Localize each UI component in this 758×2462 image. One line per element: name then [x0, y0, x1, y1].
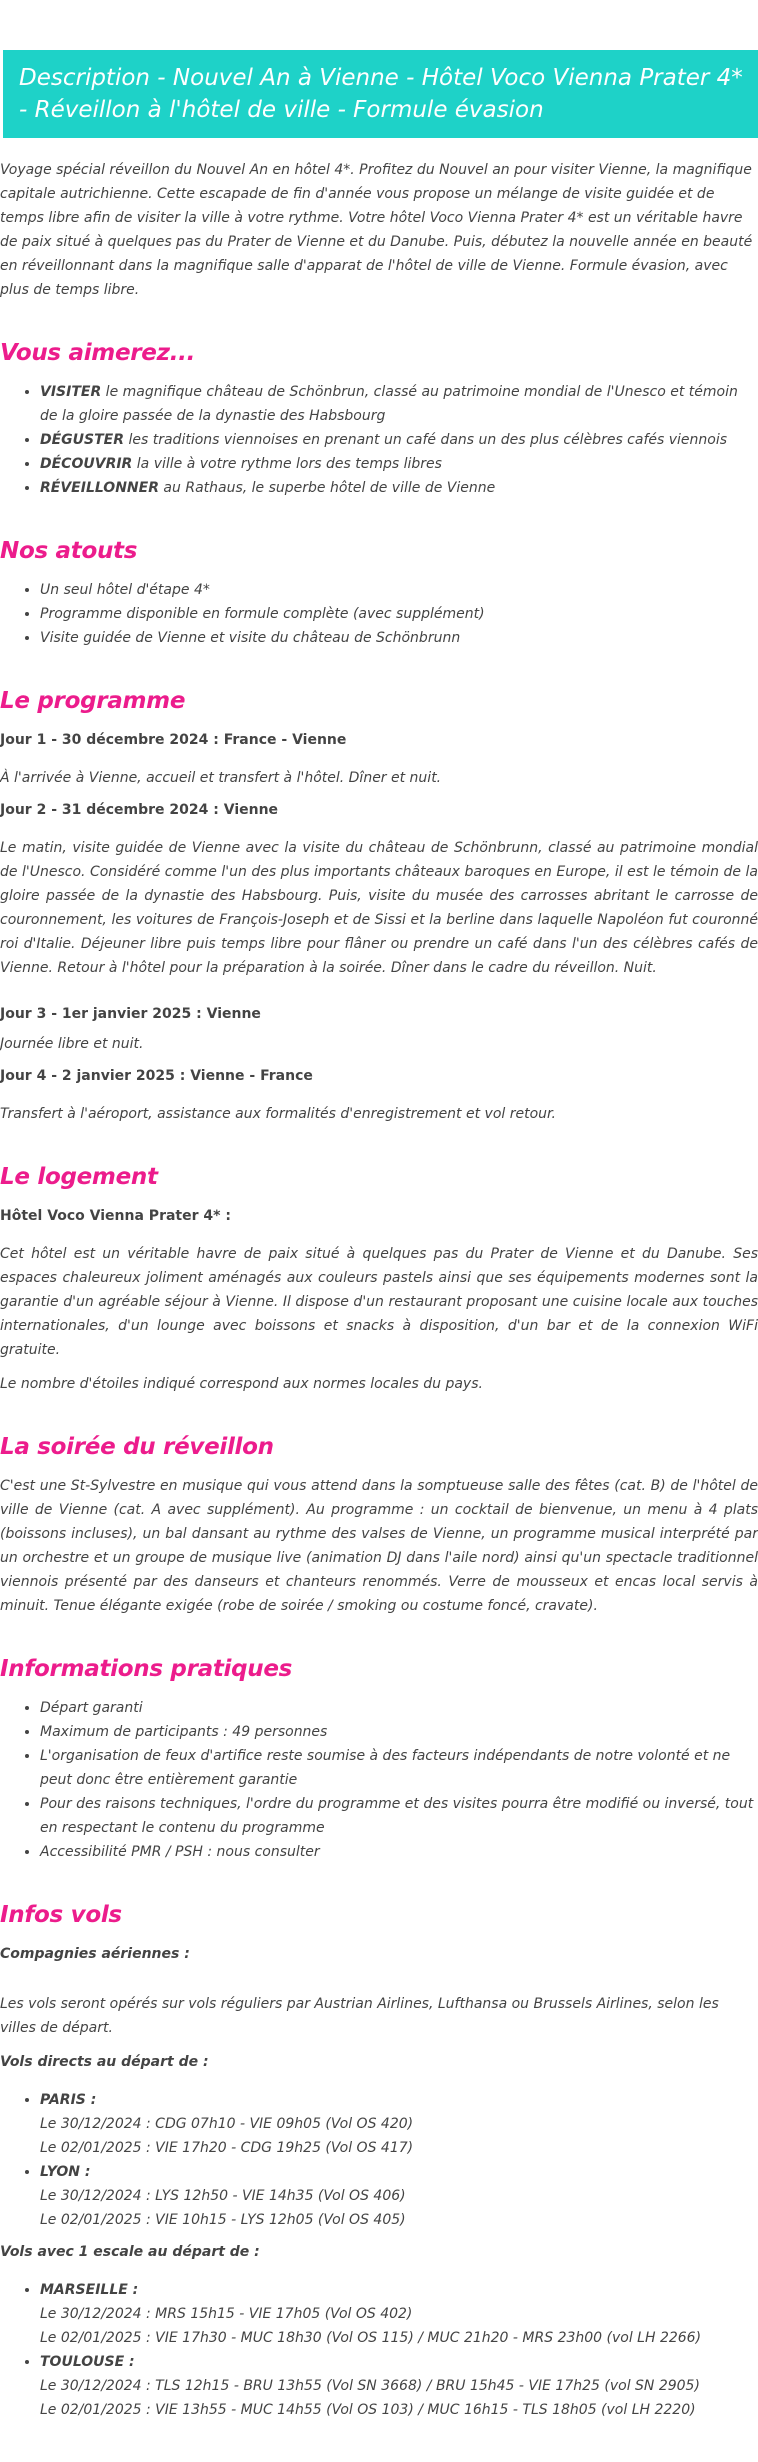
- title-banner: [0, 50, 758, 138]
- flight-city: LYON :: [40, 2164, 91, 2180]
- flight-city: TOULOUSE :: [40, 2354, 135, 2370]
- vols-directs-list: [0, 2088, 758, 2232]
- vols-escale-list: [0, 2278, 758, 2422]
- day-text: Le matin, visite guidée de Vienne avec la visite du château de Schönbrunn, classé au patrimoine mondial de l'Unesco. Considéré comme l'un des plus importants châteaux baroques en Europe, il est le témoin de la gloire passée de la dynastie des Habsbourg. Puis, visite du musée des carrosses abritant le carrosse de couronnement, les voitures de François-Joseph et de Sissi et la berline dans laquelle Napoléon fut couronné roi d'Italie. Déjeuner libre puis temps libre pour flâner ou prendre un café dans l'un des célèbres cafés de Vienne. Retour à l'hôtel pour la préparation à la soirée. Dîner dans le cadre du réveillon. Nuit.: [0, 840, 758, 976]
- flight-line: Le 02/01/2025 : VIE 13h55 - MUC 14h55 (Vol OS 103) / MUC 16h15 - TLS 18h05 (vol LH 2220): [40, 2402, 696, 2418]
- flight-line: Le 30/12/2024 : LYS 12h50 - VIE 14h35 (Vol OS 406): [40, 2188, 406, 2204]
- flight-city-item: [40, 2278, 758, 2350]
- hotel-name: Hôtel Voco Vienna Prater 4* :: [0, 1208, 231, 1224]
- list-item: • L'organisation de feux d'artifice reste soumise à des facteurs indépendants de notre volonté et ne peut donc être entièrement garantie: [40, 1744, 758, 1792]
- flight-line: Le 30/12/2024 : CDG 07h10 - VIE 09h05 (Vol OS 420): [40, 2116, 414, 2132]
- list-item-keyword: RÉVEILLONNER: [40, 480, 159, 496]
- list-item: • Départ garanti: [40, 1696, 758, 1720]
- list-item: [40, 476, 758, 500]
- list-item: [40, 380, 758, 428]
- infos-pratiques-list: [0, 1696, 758, 1864]
- section-heading-atouts: Nos atouts: [0, 538, 138, 564]
- section-heading-reveillon: La soirée du réveillon: [0, 1434, 274, 1460]
- vous-aimerez-list: [0, 380, 758, 500]
- intro-paragraph: Voyage spécial réveillon du Nouvel An en hôtel 4*. Profitez du Nouvel an pour visiter Vienne, la magnifique capitale autrichienne. Cette escapade de fin d'année vous propose un mélange de visite guidée et de temps libre afin de visiter la ville à votre rythme. Votre hôtel Voco Vienna Prater 4* est un véritable havre de paix situé à quelques pas du Prater de Vienne et du Danube. Puis, débutez la nouvelle année en beauté en réveillonnant dans la magnifique salle d'apparat de l'hôtel de ville de Vienne. Formule évasion, avec plus de temps libre.: [0, 162, 753, 298]
- list-item: [40, 428, 758, 452]
- compagnies-label: Compagnies aériennes :: [0, 1946, 190, 1962]
- flight-line: Le 30/12/2024 : TLS 12h15 - BRU 13h55 (Vol SN 3668) / BRU 15h45 - VIE 17h25 (vol SN 2905): [40, 2378, 700, 2394]
- list-item: • Visite guidée de Vienne et visite du château de Schönbrunn: [40, 626, 758, 650]
- escale-label: Vols avec 1 escale au départ de :: [0, 2244, 260, 2260]
- section-heading-infos-pratiques: Informations pratiques: [0, 1656, 293, 1682]
- reveillon-description: C'est une St-Sylvestre en musique qui vous attend dans la somptueuse salle des fêtes (cat. B) de l'hôtel de ville de Vienne (cat. A avec supplément). Au programme : un cocktail de bienvenue, un menu à 4 plats (boissons incluses), un bal dansant au rythme des valses de Vienne, un programme musical interprété par un orchestre et un groupe de musique live (animation DJ dans l'aile nord) ainsi qu'un spectacle traditionnel viennois présenté par des danseurs et chanteurs renommés. Verre de mousseux et encas local servis à minuit. Tenue élégante exigée (robe de soirée / smoking ou costume foncé, cravate).: [0, 1478, 758, 1614]
- flight-line: Le 02/01/2025 : VIE 10h15 - LYS 12h05 (Vol OS 405): [40, 2212, 406, 2228]
- flight-city-item: [40, 2350, 758, 2422]
- section-heading-vous-aimerez: Vous aimerez...: [0, 340, 196, 366]
- list-item: • Un seul hôtel d'étape 4*: [40, 578, 758, 602]
- flight-line: Le 02/01/2025 : VIE 17h20 - CDG 19h25 (Vol OS 417): [40, 2140, 414, 2156]
- section-heading-infos-vols: Infos vols: [0, 1902, 122, 1928]
- flight-line: Le 30/12/2024 : MRS 15h15 - VIE 17h05 (Vol OS 402): [40, 2306, 413, 2322]
- hotel-description: Cet hôtel est un véritable havre de paix situé à quelques pas du Prater de Vienne et du Danube. Ses espaces chaleureux joliment aménagés aux couleurs pastels ainsi que ses équipements modernes sont la garantie d'un agréable séjour à Vienne. Il dispose d'un restaurant proposant une cuisine locale aux touches internationales, d'un lounge avec boissons et snacks à disposition, d'un bar et de la connexion WiFi gratuite.: [0, 1246, 758, 1358]
- directs-label: Vols directs au départ de :: [0, 2054, 209, 2070]
- list-item-text: au Rathaus, le superbe hôtel de ville de Vienne: [158, 480, 496, 496]
- day-text: Journée libre et nuit.: [0, 1036, 144, 1052]
- list-item: • Accessibilité PMR / PSH : nous consulter: [40, 1840, 758, 1864]
- section-heading-logement: Le logement: [0, 1164, 158, 1190]
- hotel-note: Le nombre d'étoiles indiqué correspond aux normes locales du pays.: [0, 1376, 483, 1392]
- main-content: [0, 158, 758, 2422]
- list-item: • Pour des raisons techniques, l'ordre du programme et des visites pourra être modifié ou inversé, tout en respectant le contenu du programme: [40, 1792, 758, 1840]
- day-title: Jour 4 - 2 janvier 2025 : Vienne - France: [0, 1068, 313, 1084]
- list-item: • Programme disponible en formule complète (avec supplément): [40, 602, 758, 626]
- day-title: Jour 3 - 1er janvier 2025 : Vienne: [0, 1006, 261, 1022]
- page-title: Description - Nouvel An à Vienne - Hôtel Voco Vienna Prater 4* - Réveillon à l'hôtel de ville - Formule évasion: [19, 65, 743, 123]
- list-item-keyword: DÉCOUVRIR: [40, 456, 133, 472]
- flight-city-item: [40, 2160, 758, 2232]
- section-heading-programme: Le programme: [0, 688, 186, 714]
- flight-city: MARSEILLE :: [40, 2282, 139, 2298]
- atouts-list: [0, 578, 758, 650]
- flight-city: PARIS :: [40, 2092, 97, 2108]
- compagnies-text: Les vols seront opérés sur vols réguliers par Austrian Airlines, Lufthansa ou Brussels Airlines, selon les villes de départ.: [0, 1996, 719, 2036]
- list-item: • Maximum de participants : 49 personnes: [40, 1720, 758, 1744]
- list-item: [40, 452, 758, 476]
- day-text: À l'arrivée à Vienne, accueil et transfert à l'hôtel. Dîner et nuit.: [0, 770, 442, 786]
- list-item-text: le magnifique château de Schönbrun, classé au patrimoine mondial de l'Unesco et témoin de la gloire passée de la dynastie des Habsbourg: [40, 384, 738, 424]
- page: [0, 50, 758, 2462]
- list-item-text: les traditions viennoises en prenant un café dans un des plus célèbres cafés viennois: [124, 432, 728, 448]
- list-item-keyword: VISITER: [40, 384, 102, 400]
- flight-city-item: [40, 2088, 758, 2160]
- day-title: Jour 1 - 30 décembre 2024 : France - Vienne: [0, 732, 347, 748]
- day-title: Jour 2 - 31 décembre 2024 : Vienne: [0, 802, 279, 818]
- list-item-text: la ville à votre rythme lors des temps libres: [132, 456, 442, 472]
- day-text: Transfert à l'aéroport, assistance aux formalités d'enregistrement et vol retour.: [0, 1106, 556, 1122]
- list-item-keyword: DÉGUSTER: [40, 432, 125, 448]
- flight-line: Le 02/01/2025 : VIE 17h30 - MUC 18h30 (Vol OS 115) / MUC 21h20 - MRS 23h00 (vol LH 2266): [40, 2330, 702, 2346]
